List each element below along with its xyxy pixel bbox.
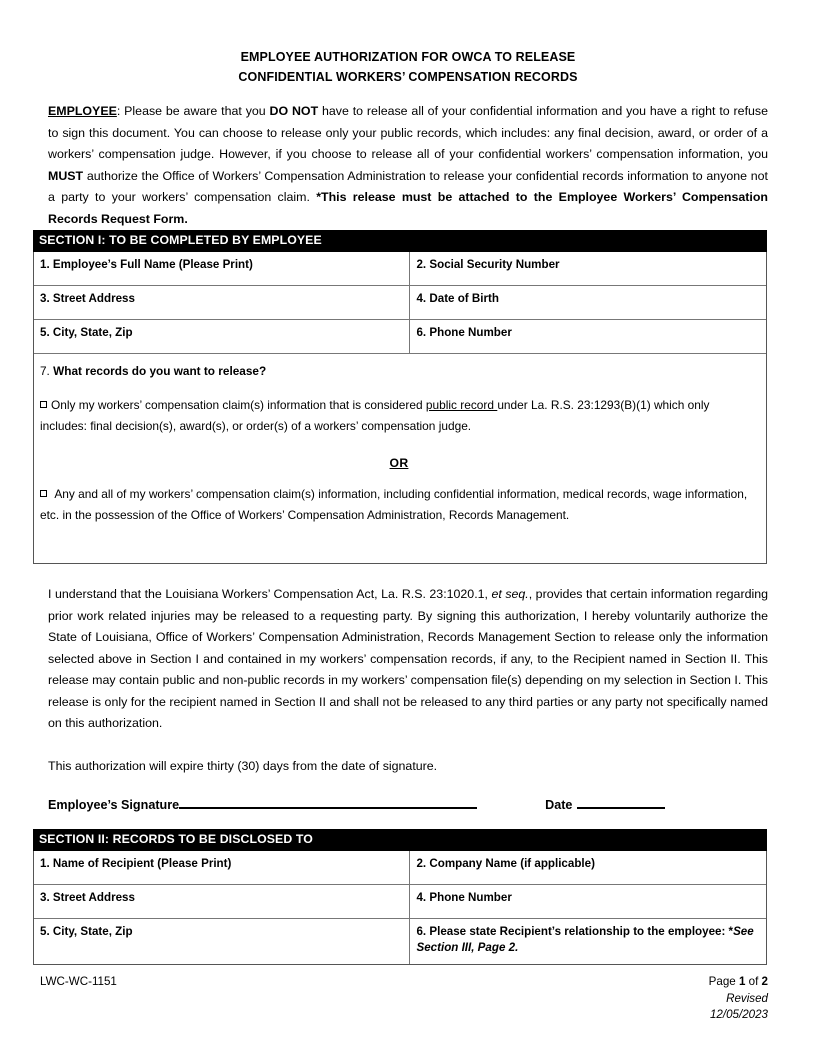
revised-label: Revised: [726, 991, 768, 1005]
field-recipient-phone-number[interactable]: 4. Phone Number: [416, 891, 512, 904]
et-seq-italic: et seq.: [491, 587, 529, 601]
table-row-question-7: [34, 354, 766, 563]
option-1-post: under La. R.S. 23:1293(B)(1) which only includes: final decision(s), award(s), or order(s) of a workers’ compensation judge.: [40, 398, 710, 433]
question-7-label: [40, 361, 758, 382]
must-emphasis: MUST: [48, 168, 84, 183]
intro-colon: : Please be aware that you: [116, 104, 270, 118]
field-social-security-number[interactable]: 2. Social Security Number: [416, 258, 560, 271]
table-row: [34, 320, 766, 354]
question-7-spacer: [40, 525, 758, 553]
table-row: [34, 851, 766, 885]
section-2-band-wrap: [33, 829, 767, 851]
table-row: [34, 252, 766, 286]
employee-signature-line[interactable]: [179, 796, 477, 809]
field-date-of-birth[interactable]: 4. Date of Birth: [416, 292, 499, 305]
field-street-address[interactable]: 3. Street Address: [34, 286, 410, 319]
intro-emphasis-note: *This release must be attached to the Employee Workers’ Compensation Records Request Form.: [48, 190, 768, 226]
intro-part-3: authorize the Office of Workers’ Compensation Administration to release your confidential records information to anyone not a party to your workers’ compensation claim.: [48, 168, 768, 204]
table-row: [34, 919, 766, 964]
field-recipient-relationship[interactable]: [410, 919, 766, 964]
page-total: 2: [761, 975, 768, 988]
table-row: [34, 885, 766, 919]
understanding-paragraph: [48, 564, 768, 735]
table-row: [34, 286, 766, 320]
expiration-paragraph: This authorization will expire thirty (30) days from the date of signature.: [48, 758, 438, 773]
section-1-band-wrap: [33, 230, 767, 252]
or-divider: OR: [389, 456, 409, 470]
checkbox-icon[interactable]: [40, 401, 47, 408]
section-1-header: SECTION I: TO BE COMPLETED BY EMPLOYEE: [33, 230, 767, 252]
field-company-name[interactable]: 2. Company Name (if applicable): [416, 857, 595, 870]
section-1-table: [33, 252, 767, 564]
title-line-2: CONFIDENTIAL WORKERS’ COMPENSATION RECORDS: [238, 70, 578, 84]
relationship-label-pre: 6. Please state Recipient’s relationship to the employee: *: [416, 925, 734, 938]
signature-row: [48, 795, 768, 815]
checkbox-icon[interactable]: [40, 490, 47, 497]
do-not-emphasis: DO NOT: [269, 104, 319, 118]
page-footer: [40, 974, 768, 1024]
option-1-pre: Only my workers’ compensation claim(s) information that is considered: [51, 398, 426, 412]
page-current: 1: [738, 975, 746, 988]
employee-signature-label: Employee’s Signature: [48, 798, 180, 812]
revised-date: 12/05/2023: [709, 1008, 768, 1021]
page-number: [709, 974, 768, 991]
field-recipient-name[interactable]: 1. Name of Recipient (Please Print): [34, 851, 410, 884]
field-recipient-street-address[interactable]: 3. Street Address: [34, 885, 410, 918]
page-middle: of: [745, 975, 762, 988]
question-7-number: 7.: [40, 364, 54, 378]
understanding-part-a: I understand that the Louisiana Workers’ Compensation Act, La. R.S. 23:1020.1,: [48, 587, 492, 601]
field-phone-number[interactable]: 6. Phone Number: [416, 326, 512, 339]
date-line[interactable]: [577, 796, 665, 809]
section-gap: [0, 815, 816, 829]
employee-label: EMPLOYEE: [48, 104, 117, 118]
section-2-table: [33, 851, 767, 965]
title-line-1: EMPLOYEE AUTHORIZATION FOR OWCA TO RELEASE: [240, 50, 576, 64]
option-2-text: Any and all of my workers’ compensation claim(s) information, including confidential information, medical records, wage information, etc. in the possession of the Office of Workers’ Compensation Administration, Records Management.: [40, 487, 748, 522]
page-prefix: Page: [708, 975, 739, 988]
intro-paragraph: [48, 101, 768, 230]
understanding-part-b: , provides that certain information regarding prior work related injuries may be released to a requesting party. By signing this authorization, I hereby voluntarily authorize the State of Louisiana, Office of Workers’ Compensation Administration, Records Management Section to release only the information selected above in Section I and contained in my workers’ compensation records, if any, to the Recipient named in Section II. This release may contain public and non-public records in my workers’ compensation file(s) depending on my selection in Section I. This release is only for the recipient named in Section II and shall not be released to any third parties or any party not specifically named on this authorization.: [48, 587, 768, 730]
document-title: [0, 0, 816, 87]
relationship-see-section-note: See Section III, Page 2.: [416, 925, 754, 954]
field-city-state-zip[interactable]: 5. City, State, Zip: [34, 320, 410, 353]
section-2-header: SECTION II: RECORDS TO BE DISCLOSED TO: [33, 829, 767, 851]
footer-right-block: [709, 974, 768, 1024]
intro-part-2: have to release all of your confidential information and you have a right to refuse to sign this document. You can choose to release only your public records, which includes: any final decision, award, or order of a workers’ compensation judge. However, if you choose to release all of your confidential workers’ compensation information, you: [48, 104, 768, 161]
field-employee-name[interactable]: 1. Employee’s Full Name (Please Print): [34, 252, 410, 285]
field-recipient-city-state-zip[interactable]: 5. City, State, Zip: [34, 919, 410, 964]
question-7-block: [34, 354, 766, 563]
release-option-all-records[interactable]: [40, 484, 758, 525]
release-option-public-record[interactable]: [40, 395, 758, 436]
date-label: Date: [545, 798, 573, 812]
form-number: LWC-WC-1151: [40, 975, 117, 988]
question-7-text: What records do you want to release?: [53, 364, 267, 378]
option-1-underlined: public record: [425, 398, 498, 412]
